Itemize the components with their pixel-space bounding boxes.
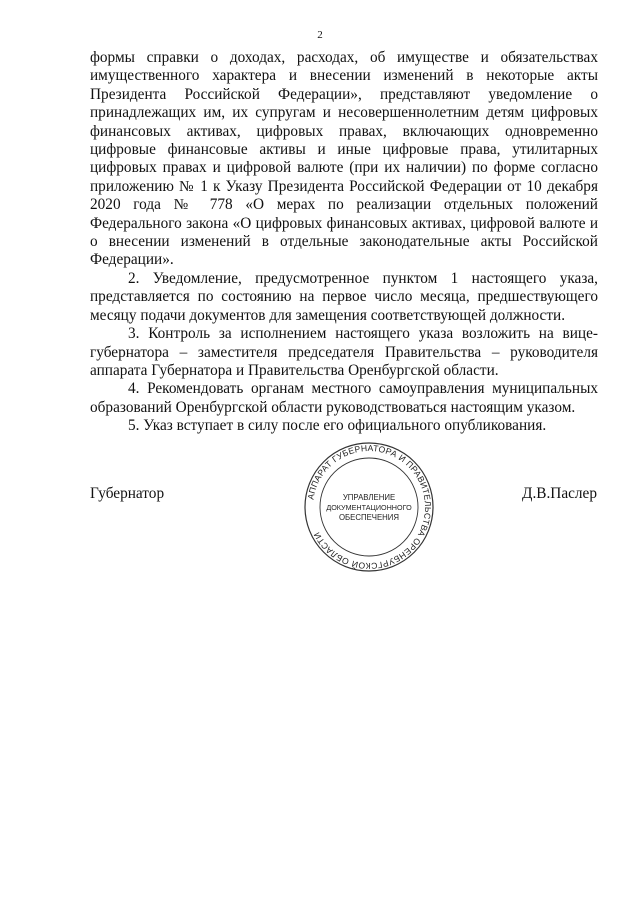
page-number: 2 — [317, 29, 323, 41]
paragraph-item-3: 3. Контроль за исполнением настоящего указа возложить на вице-губернатора – заместителя председателя Правительства – руководителя аппарата Губернатора и Правительства Оренбургской области. — [90, 325, 598, 379]
seal-line-2: ДОКУМЕНТАЦИОННОГО — [326, 503, 412, 512]
official-seal — [303, 441, 435, 573]
signature-title: Губернатор — [90, 485, 165, 502]
seal-outer-text: АППАРАТ ГУБЕРНАТОРА И ПРАВИТЕЛЬСТВА ОРЕНБУРГСКОЙ ОБЛАСТИ — [305, 442, 434, 572]
paragraph-item-2: 2. Уведомление, предусмотренное пунктом 1 настоящего указа, представляется по состоянию на первое число месяца, предшествующего месяцу подачи документов для замещения соответствующей должности. — [90, 269, 598, 324]
signature-name: Д.В.Паслер — [522, 485, 597, 502]
seal-line-1: УПРАВЛЕНИЕ — [342, 493, 396, 502]
paragraph-item-5: 5. Указ вступает в силу после его официального опубликования. — [128, 417, 547, 435]
paragraph-continuation: формы справки о доходах, расходах, об имуществе и обязательствах имущественного характера и внесении изменений в некоторые акты Президента Российской Федерации», представляют уведомление о принадлежащих им, их супругам и несовершеннолетним детям цифровых финансовых активах, цифровых правах, включающих одновременно цифровые финансовые активы и иные цифровые права, утилитарных цифровых правах и цифровой валюте (при их наличии) по форме согласно приложению № 1 к Указу Президента Российской Федерации от 10 декабря 2020 года № 778 «О мерах по реализации отдельных положений Федерального закона «О цифровых финансовых активах, цифровой валюте и о внесении изменений в отдельные законодательные акты Российской Федерации». — [90, 49, 598, 269]
seal-line-3: ОБЕСПЕЧЕНИЯ — [338, 513, 400, 522]
paragraph-item-4: 4. Рекомендовать органам местного самоуправления муниципальных образований Оренбургской области руководствоваться настоящим указом. — [90, 380, 598, 416]
document-body — [90, 49, 598, 436]
